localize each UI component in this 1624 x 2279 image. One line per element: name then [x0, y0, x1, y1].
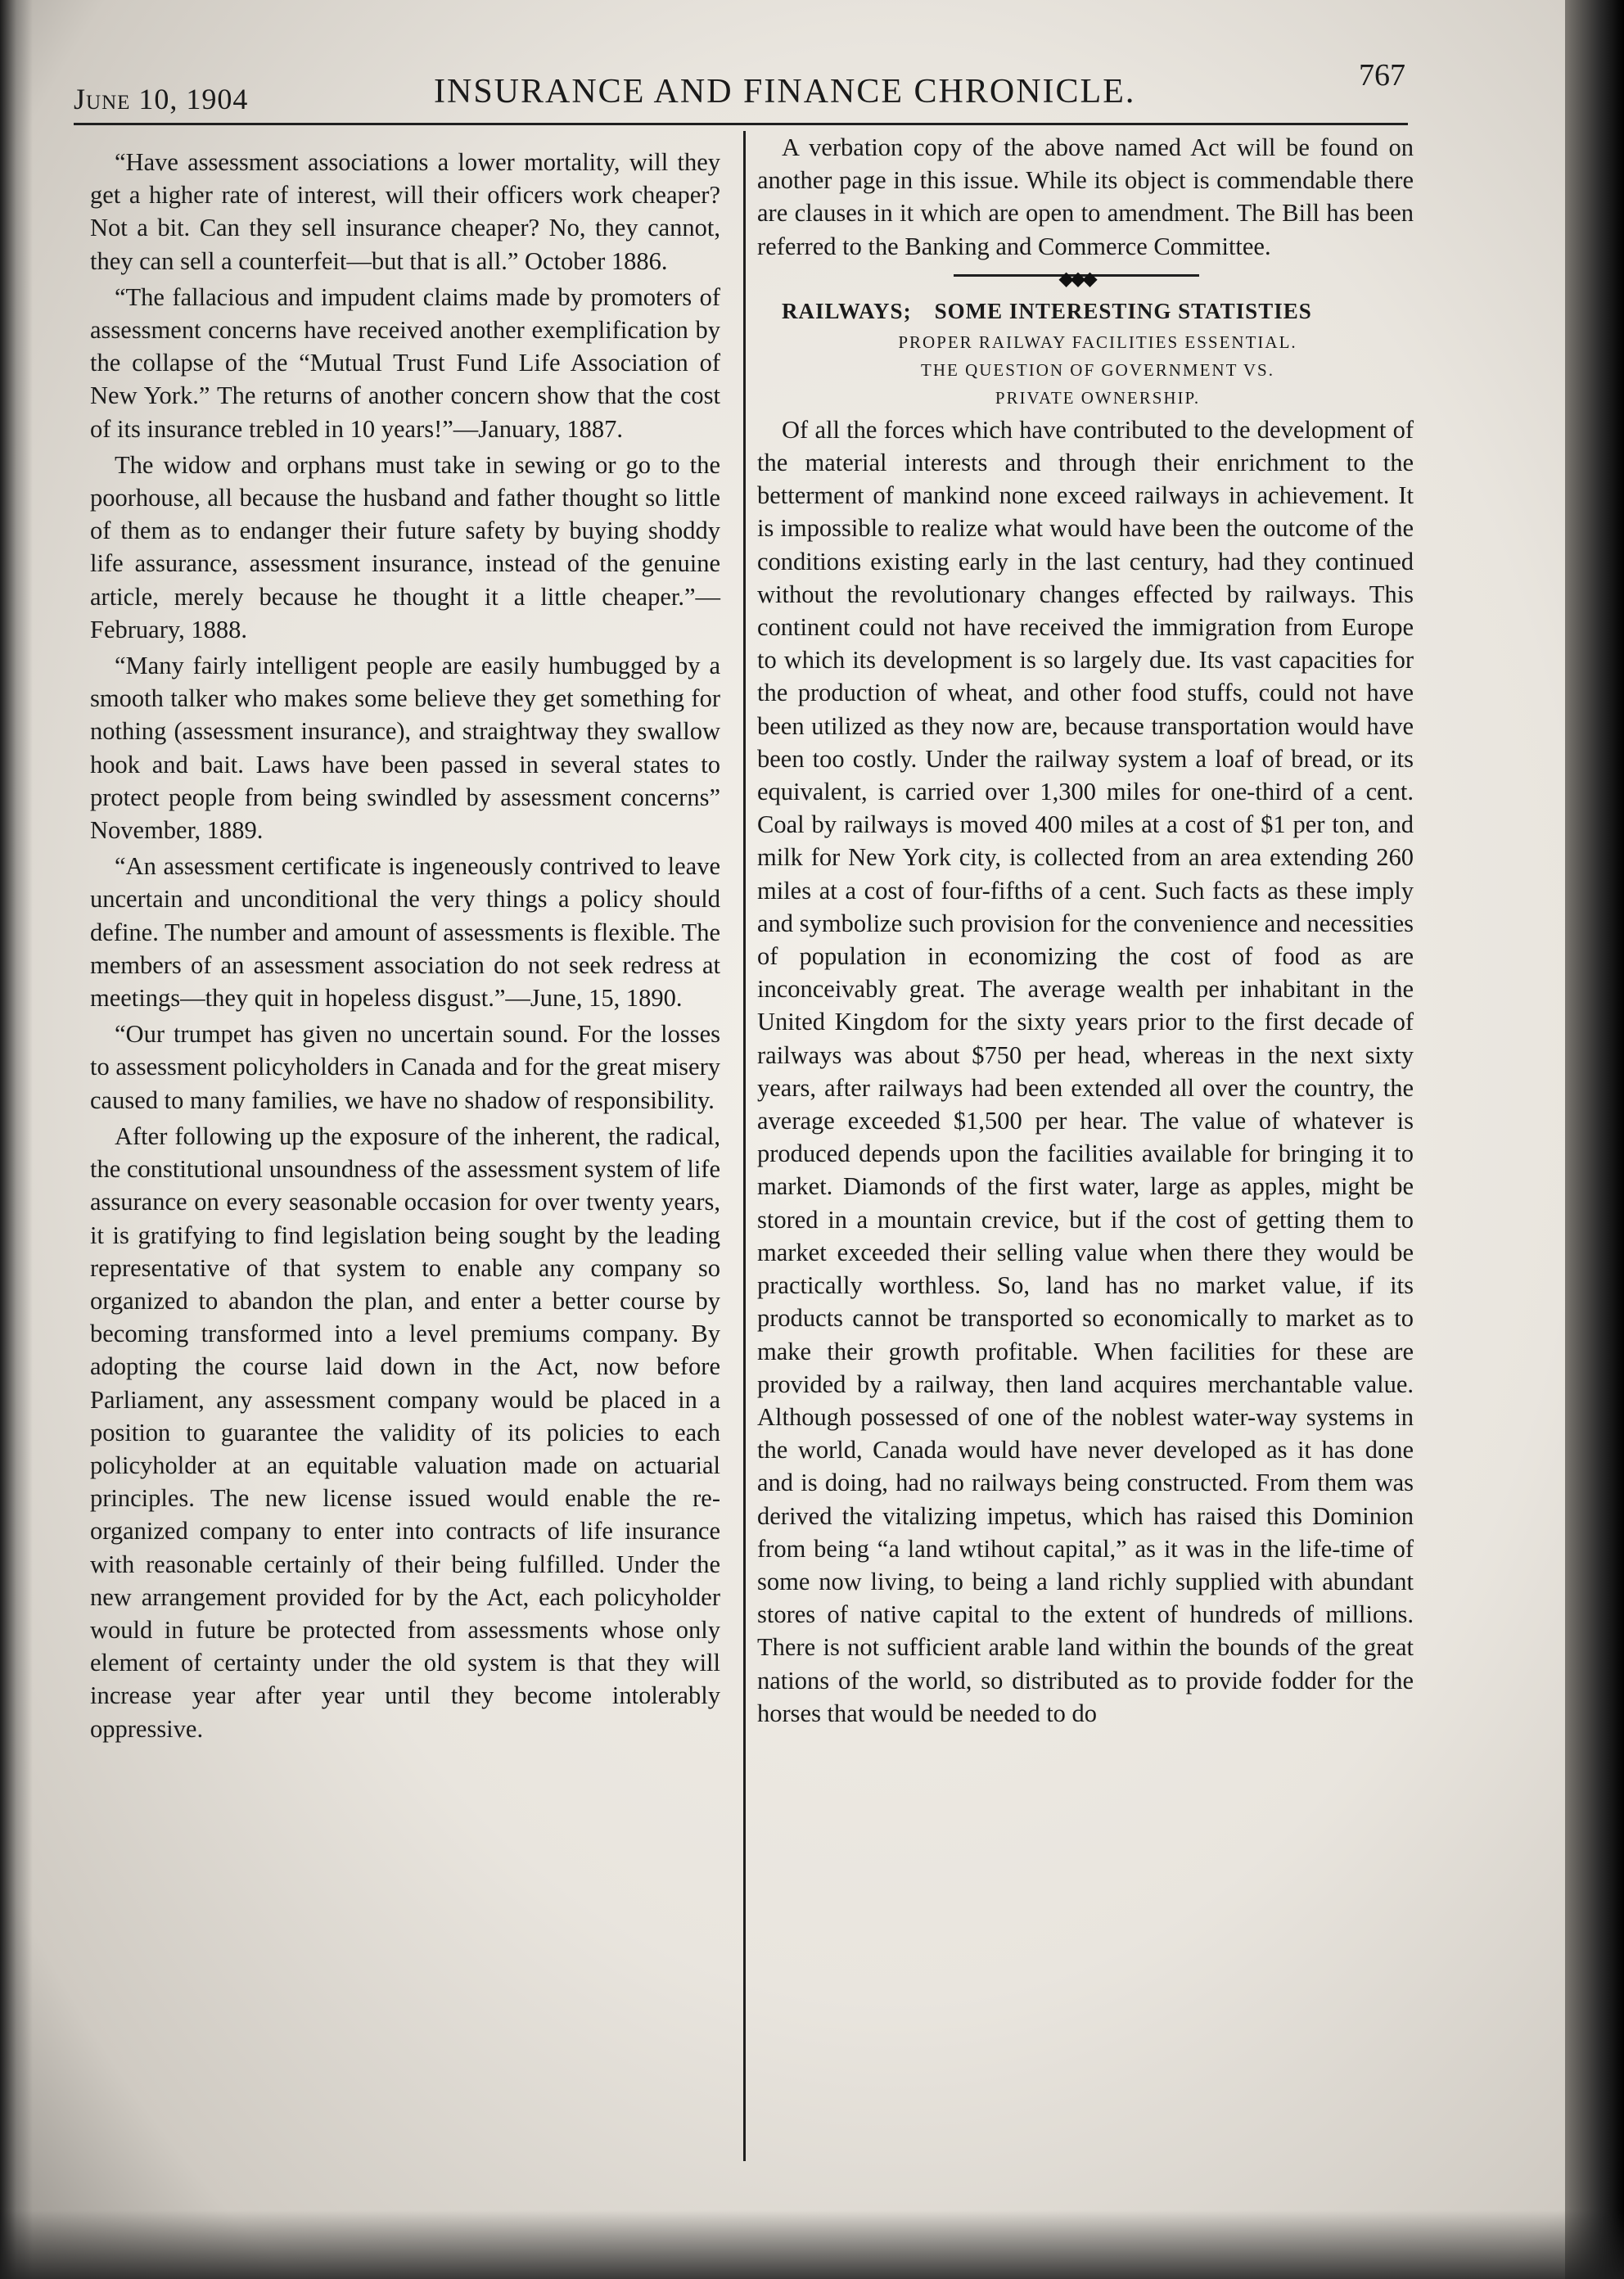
- article-body: Of all the forces which have contributed to the development of the material interests and through their enrichment to the betterment of mankind none exceed railways in achievement. It is impossible to realize what would have been the outcome of the conditions existing early in the last century, had they continued without the revolutionary changes effected by railways. This continent could not have received the immigration from Europe to which its development is so largely due. Its vast capacities for the production of wheat, and other food stuffs, could not have been utilized as they now are, because transportation would have been too costly. Under the railway system a loaf of bread, or its equivalent, is carried over 1,300 miles for one-third of a cent. Coal by railways is moved 400 miles at a cost of $1 per ton, and milk for New York city, is collected from an area extending 260 miles at a cost of four-fifths of a cent. Such facts as these imply and symbolize such provision for the convenience and necessities of population in economizing the cost of food as are inconceivably great. The average wealth per inhabitant in the United Kingdom for the sixty years prior to the first decade of railways was about $750 per head, whereas in the next sixty years, after railways had been extended all over the country, the average exceeded $1,500 per hear. The value of whatever is produced depends upon the facilities available for bringing it to market. Diamonds of the first water, large as apples, might be stored in a mountain crevice, but if the cost of getting them to market exceeded their selling value when there they would be practically worthless. So, land has no market value, if its products cannot be transported so economically to market as to make their growth profitable. When facilities for these are provided by a railway, then land acquires merchantable value. Although possessed of one of the noblest water-way systems in the world, Canada would have never developed as it has done and is doing, had no railways being constructed. From them was derived the vitalizing impetus, which has raised this Dominion from being “a land wtihout capital,” as it was in the life-time of some now living, to being a land richly supplied with abundant stores of native capital to the extent of hundreds of millions. There is not sufficient arable land within the bounds of the great nations of the world, so distributed as to provide fodder for the horses that would be needed to do: [757, 415, 1414, 1727]
- article-heading-main: RAILWAYS;: [782, 298, 912, 323]
- page-number: 767: [1359, 58, 1405, 93]
- page-edge-shadow-left: [0, 0, 33, 2279]
- article-heading: [757, 296, 1414, 327]
- paragraph: The widow and orphans must take in sewing or go to the poorhouse, all because the husband and father thought so little of them as to endanger their future safety by buying shoddy life assurance, assessment insurance, instead of the genuine article, merely because he thought it a little cheaper.”—February, 1888.: [90, 450, 720, 643]
- paragraph: “Have assessment associations a lower mortality, will they get a higher rate of interest, will their officers work cheaper? Not a bit. Can they sell insurance cheaper? No, they cannot, they can sell a counterfeit—but that is all.” October 1886.: [90, 148, 720, 275]
- left-column: [90, 146, 720, 1749]
- article-heading-rest: SOME INTERESTING STATISTIES: [934, 298, 1312, 323]
- right-column: [757, 131, 1414, 1733]
- publication-title: INSURANCE AND FINANCE CHRONICLE.: [434, 73, 1136, 111]
- divider-ornament-icon: ◆◆◆: [1058, 268, 1094, 290]
- paragraph: “The fallacious and impudent claims made by promoters of assessment concerns have received another exemplification by the collapse of the “Mutual Trust Fund Life Association of New York.” The returns of another concern show that the cost of its insurance trebled in 10 years!”—January, 1887.: [90, 282, 720, 443]
- header-date: June 10, 1904: [74, 83, 249, 115]
- page-edge-shadow-right: [1565, 0, 1624, 2279]
- article-subheading: PROPER RAILWAY FACILITIES ESSENTIAL.: [898, 332, 1297, 352]
- paragraph: “Many fairly intelligent people are easily humbugged by a smooth talker who makes some believe they get something for nothing (assessment insurance), and straightway they swallow hook and bait. Laws have been passed in several states to protect people from being swindled by assessment concerns” November, 1889.: [90, 652, 720, 845]
- running-header: [74, 57, 1408, 123]
- article-subheading: THE QUESTION OF GOVERNMENT VS.: [921, 359, 1274, 380]
- header-rule: [74, 123, 1408, 125]
- paragraph: “Our trumpet has given no uncertain sound. For the losses to assessment policyholders in Canada and for the great misery caused to many families, we have no shadow of responsibility.: [90, 1020, 720, 1114]
- paragraph: After following up the exposure of the inherent, the radical, the constitutional unsoundness of the assessment system of life assurance on every seasonable occasion for over twenty years, it is gratifying to find legislation being sought by the leading representative of that system to enable any company so organized to abandon the plan, and enter a better course by becoming transformed into a level premiums company. By adopting the course laid down in the Act, now before Parliament, any assessment company would be placed in a position to guarantee the validity of its policies to each policyholder at an equitable valuation made on actuarial principles. The new license issued would enable the re-organized company to enter into contracts of life insurance with reasonable certainly of their being fulfilled. Under the new arrangement provided for by the Act, each policyholder would in future be protected from assessments whose only element of certainty under the old system is that they will increase year after year until they become intolerably oppressive.: [90, 1121, 720, 1743]
- page-edge-shadow-bottom: [0, 2210, 1624, 2279]
- column-divider-rule: [743, 131, 746, 2161]
- bill-paragraph: A verbation copy of the above named Act will be found on another page in this issue. While its object is commendable there are clauses in it which are open to amendment. The Bill has been referred to the Banking and Commerce Committee.: [757, 133, 1414, 260]
- article-subheading: PRIVATE OWNERSHIP.: [995, 387, 1201, 408]
- paragraph: “An assessment certificate is ingeneously contrived to leave uncertain and unconditional the very things a policy should define. The number and amount of assessments is flexible. The members of an assessment association do not seek redress at meetings—they quit in hopeless disgust.”—June, 15, 1890.: [90, 852, 720, 1013]
- section-divider: [757, 266, 1414, 290]
